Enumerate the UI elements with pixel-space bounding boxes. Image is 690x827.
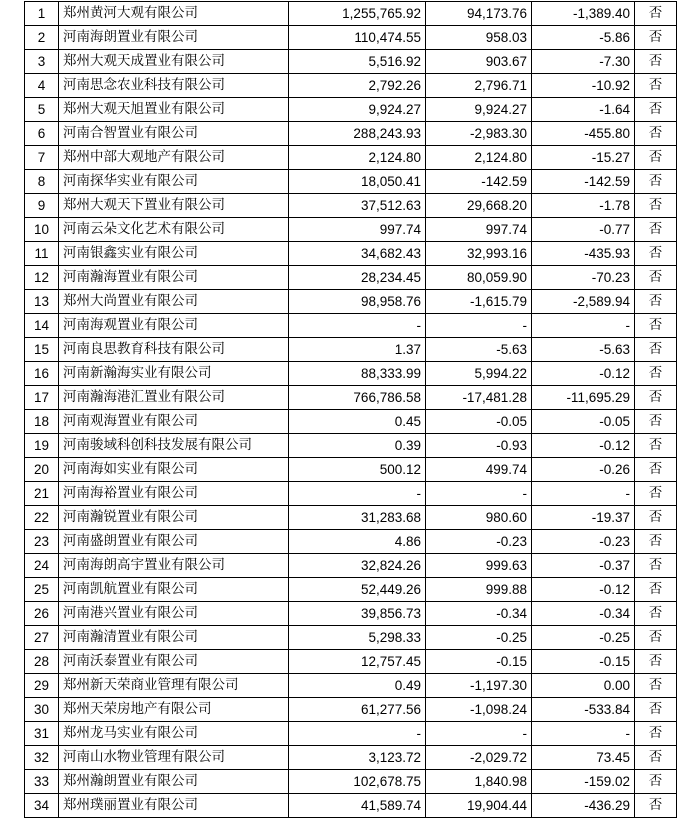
value-col-3: -10.92 bbox=[532, 74, 635, 98]
value-col-1: 18,050.41 bbox=[289, 170, 426, 194]
table-row bbox=[25, 362, 677, 386]
company-name: 河南凯航置业有限公司 bbox=[59, 578, 289, 602]
flag-cell: 否 bbox=[635, 746, 677, 770]
value-col-1: 9,924.27 bbox=[289, 98, 426, 122]
value-col-2: - bbox=[426, 314, 532, 338]
value-col-1: 32,824.26 bbox=[289, 554, 426, 578]
value-col-2: 32,993.16 bbox=[426, 242, 532, 266]
row-index: 26 bbox=[25, 602, 59, 626]
value-col-2: -0.23 bbox=[426, 530, 532, 554]
value-col-3: -5.63 bbox=[532, 338, 635, 362]
row-index: 20 bbox=[25, 458, 59, 482]
row-index: 31 bbox=[25, 722, 59, 746]
company-name: 郑州大观天下置业有限公司 bbox=[59, 194, 289, 218]
value-col-3: -15.27 bbox=[532, 146, 635, 170]
company-name: 河南合智置业有限公司 bbox=[59, 122, 289, 146]
table-body bbox=[25, 2, 677, 818]
value-col-3: - bbox=[532, 314, 635, 338]
flag-cell: 否 bbox=[635, 146, 677, 170]
flag-cell: 否 bbox=[635, 506, 677, 530]
value-col-2: 9,924.27 bbox=[426, 98, 532, 122]
value-col-3: -0.12 bbox=[532, 578, 635, 602]
value-col-2: -0.34 bbox=[426, 602, 532, 626]
flag-cell: 否 bbox=[635, 362, 677, 386]
value-col-1: 41,589.74 bbox=[289, 794, 426, 818]
flag-cell: 否 bbox=[635, 98, 677, 122]
row-index: 33 bbox=[25, 770, 59, 794]
company-name: 河南良思教育科技有限公司 bbox=[59, 338, 289, 362]
value-col-1: 288,243.93 bbox=[289, 122, 426, 146]
company-name: 河南盛朗置业有限公司 bbox=[59, 530, 289, 554]
company-name: 河南海裕置业有限公司 bbox=[59, 482, 289, 506]
value-col-2: -1,098.24 bbox=[426, 698, 532, 722]
company-name: 郑州大尚置业有限公司 bbox=[59, 290, 289, 314]
row-index: 12 bbox=[25, 266, 59, 290]
table-row bbox=[25, 170, 677, 194]
value-col-3: -435.93 bbox=[532, 242, 635, 266]
value-col-1: 12,757.45 bbox=[289, 650, 426, 674]
row-index: 17 bbox=[25, 386, 59, 410]
value-col-1: 0.49 bbox=[289, 674, 426, 698]
table-row bbox=[25, 314, 677, 338]
flag-cell: 否 bbox=[635, 554, 677, 578]
table-row bbox=[25, 410, 677, 434]
company-name: 河南观海置业有限公司 bbox=[59, 410, 289, 434]
table-row bbox=[25, 50, 677, 74]
value-col-2: 2,124.80 bbox=[426, 146, 532, 170]
row-index: 21 bbox=[25, 482, 59, 506]
flag-cell: 否 bbox=[635, 650, 677, 674]
company-name: 河南探华实业有限公司 bbox=[59, 170, 289, 194]
row-index: 18 bbox=[25, 410, 59, 434]
value-col-3: -0.37 bbox=[532, 554, 635, 578]
value-col-1: 39,856.73 bbox=[289, 602, 426, 626]
value-col-1: 2,124.80 bbox=[289, 146, 426, 170]
flag-cell: 否 bbox=[635, 458, 677, 482]
company-name: 河南瀚海置业有限公司 bbox=[59, 266, 289, 290]
row-index: 10 bbox=[25, 218, 59, 242]
value-col-3: -0.77 bbox=[532, 218, 635, 242]
value-col-3: -1.78 bbox=[532, 194, 635, 218]
company-name: 河南海朗高宇置业有限公司 bbox=[59, 554, 289, 578]
value-col-2: -0.05 bbox=[426, 410, 532, 434]
flag-cell: 否 bbox=[635, 674, 677, 698]
flag-cell: 否 bbox=[635, 698, 677, 722]
flag-cell: 否 bbox=[635, 26, 677, 50]
table-row bbox=[25, 482, 677, 506]
row-index: 29 bbox=[25, 674, 59, 698]
value-col-2: -2,983.30 bbox=[426, 122, 532, 146]
row-index: 6 bbox=[25, 122, 59, 146]
value-col-1: 1,255,765.92 bbox=[289, 2, 426, 26]
value-col-2: 499.74 bbox=[426, 458, 532, 482]
flag-cell: 否 bbox=[635, 410, 677, 434]
row-index: 30 bbox=[25, 698, 59, 722]
flag-cell: 否 bbox=[635, 602, 677, 626]
flag-cell: 否 bbox=[635, 626, 677, 650]
company-name: 郑州大观天旭置业有限公司 bbox=[59, 98, 289, 122]
flag-cell: 否 bbox=[635, 794, 677, 818]
company-name: 河南山水物业管理有限公司 bbox=[59, 746, 289, 770]
table-row bbox=[25, 602, 677, 626]
value-col-1: 31,283.68 bbox=[289, 506, 426, 530]
value-col-3: -455.80 bbox=[532, 122, 635, 146]
company-name: 郑州璞丽置业有限公司 bbox=[59, 794, 289, 818]
table-row bbox=[25, 578, 677, 602]
value-col-3: -5.86 bbox=[532, 26, 635, 50]
value-col-3: -0.12 bbox=[532, 362, 635, 386]
value-col-2: -142.59 bbox=[426, 170, 532, 194]
value-col-2: -0.15 bbox=[426, 650, 532, 674]
value-col-3: -0.05 bbox=[532, 410, 635, 434]
value-col-2: 997.74 bbox=[426, 218, 532, 242]
value-col-1: 37,512.63 bbox=[289, 194, 426, 218]
value-col-3: -436.29 bbox=[532, 794, 635, 818]
table-row bbox=[25, 626, 677, 650]
value-col-3: -1.64 bbox=[532, 98, 635, 122]
company-name: 河南瀚海港汇置业有限公司 bbox=[59, 386, 289, 410]
row-index: 8 bbox=[25, 170, 59, 194]
value-col-1: 61,277.56 bbox=[289, 698, 426, 722]
table-row bbox=[25, 242, 677, 266]
company-name: 河南云朵文化艺术有限公司 bbox=[59, 218, 289, 242]
row-index: 15 bbox=[25, 338, 59, 362]
value-col-2: -17,481.28 bbox=[426, 386, 532, 410]
value-col-1: 5,298.33 bbox=[289, 626, 426, 650]
value-col-1: 34,682.43 bbox=[289, 242, 426, 266]
table-row bbox=[25, 650, 677, 674]
value-col-3: -0.12 bbox=[532, 434, 635, 458]
value-col-1: 1.37 bbox=[289, 338, 426, 362]
value-col-1: 4.86 bbox=[289, 530, 426, 554]
row-index: 28 bbox=[25, 650, 59, 674]
value-col-1: 5,516.92 bbox=[289, 50, 426, 74]
company-name: 河南骏域科创科技发展有限公司 bbox=[59, 434, 289, 458]
company-name: 河南沃泰置业有限公司 bbox=[59, 650, 289, 674]
row-index: 7 bbox=[25, 146, 59, 170]
flag-cell: 否 bbox=[635, 2, 677, 26]
row-index: 22 bbox=[25, 506, 59, 530]
value-col-2: -0.25 bbox=[426, 626, 532, 650]
table-row bbox=[25, 794, 677, 818]
value-col-1: 3,123.72 bbox=[289, 746, 426, 770]
company-name: 郑州龙马实业有限公司 bbox=[59, 722, 289, 746]
value-col-1: 88,333.99 bbox=[289, 362, 426, 386]
value-col-2: 980.60 bbox=[426, 506, 532, 530]
table-row bbox=[25, 338, 677, 362]
table-row bbox=[25, 218, 677, 242]
row-index: 34 bbox=[25, 794, 59, 818]
value-col-3: - bbox=[532, 482, 635, 506]
value-col-2: -1,197.30 bbox=[426, 674, 532, 698]
table-row bbox=[25, 674, 677, 698]
value-col-2: -2,029.72 bbox=[426, 746, 532, 770]
value-col-3: -0.26 bbox=[532, 458, 635, 482]
flag-cell: 否 bbox=[635, 242, 677, 266]
value-col-3: -142.59 bbox=[532, 170, 635, 194]
flag-cell: 否 bbox=[635, 530, 677, 554]
table-row bbox=[25, 506, 677, 530]
value-col-2: -1,615.79 bbox=[426, 290, 532, 314]
value-col-2: 94,173.76 bbox=[426, 2, 532, 26]
value-col-1: - bbox=[289, 722, 426, 746]
table-row bbox=[25, 746, 677, 770]
flag-cell: 否 bbox=[635, 722, 677, 746]
company-name: 郑州黄河大观有限公司 bbox=[59, 2, 289, 26]
value-col-1: 98,958.76 bbox=[289, 290, 426, 314]
flag-cell: 否 bbox=[635, 194, 677, 218]
value-col-1: 52,449.26 bbox=[289, 578, 426, 602]
company-name: 郑州新天荣商业管理有限公司 bbox=[59, 674, 289, 698]
table-row bbox=[25, 386, 677, 410]
table-row bbox=[25, 2, 677, 26]
company-name: 河南新瀚海实业有限公司 bbox=[59, 362, 289, 386]
row-index: 3 bbox=[25, 50, 59, 74]
value-col-1: 28,234.45 bbox=[289, 266, 426, 290]
table-row bbox=[25, 194, 677, 218]
flag-cell: 否 bbox=[635, 578, 677, 602]
company-name: 河南海如实业有限公司 bbox=[59, 458, 289, 482]
table-row bbox=[25, 698, 677, 722]
value-col-2: 1,840.98 bbox=[426, 770, 532, 794]
value-col-1: 0.45 bbox=[289, 410, 426, 434]
table-row bbox=[25, 146, 677, 170]
table-row bbox=[25, 26, 677, 50]
value-col-2: - bbox=[426, 482, 532, 506]
row-index: 4 bbox=[25, 74, 59, 98]
value-col-3: 0.00 bbox=[532, 674, 635, 698]
company-name: 河南思念农业科技有限公司 bbox=[59, 74, 289, 98]
company-name: 郑州天荣房地产有限公司 bbox=[59, 698, 289, 722]
value-col-1: 110,474.55 bbox=[289, 26, 426, 50]
table-row bbox=[25, 530, 677, 554]
value-col-3: -0.25 bbox=[532, 626, 635, 650]
value-col-3: -70.23 bbox=[532, 266, 635, 290]
subsidiary-table bbox=[24, 1, 677, 818]
company-name: 河南海朗置业有限公司 bbox=[59, 26, 289, 50]
table-row bbox=[25, 266, 677, 290]
row-index: 32 bbox=[25, 746, 59, 770]
value-col-2: -0.93 bbox=[426, 434, 532, 458]
value-col-3: -1,389.40 bbox=[532, 2, 635, 26]
flag-cell: 否 bbox=[635, 290, 677, 314]
flag-cell: 否 bbox=[635, 50, 677, 74]
row-index: 9 bbox=[25, 194, 59, 218]
table-row bbox=[25, 770, 677, 794]
value-col-3: -2,589.94 bbox=[532, 290, 635, 314]
table-row bbox=[25, 434, 677, 458]
row-index: 25 bbox=[25, 578, 59, 602]
value-col-3: -0.23 bbox=[532, 530, 635, 554]
value-col-2: -5.63 bbox=[426, 338, 532, 362]
flag-cell: 否 bbox=[635, 170, 677, 194]
value-col-3: -7.30 bbox=[532, 50, 635, 74]
flag-cell: 否 bbox=[635, 266, 677, 290]
value-col-3: - bbox=[532, 722, 635, 746]
value-col-1: 2,792.26 bbox=[289, 74, 426, 98]
value-col-3: -533.84 bbox=[532, 698, 635, 722]
flag-cell: 否 bbox=[635, 434, 677, 458]
row-index: 5 bbox=[25, 98, 59, 122]
flag-cell: 否 bbox=[635, 74, 677, 98]
value-col-2: 2,796.71 bbox=[426, 74, 532, 98]
value-col-2: 29,668.20 bbox=[426, 194, 532, 218]
value-col-1: 766,786.58 bbox=[289, 386, 426, 410]
value-col-1: 102,678.75 bbox=[289, 770, 426, 794]
table-row bbox=[25, 554, 677, 578]
value-col-2: 999.63 bbox=[426, 554, 532, 578]
row-index: 24 bbox=[25, 554, 59, 578]
value-col-1: 997.74 bbox=[289, 218, 426, 242]
company-name: 郑州瀚朗置业有限公司 bbox=[59, 770, 289, 794]
table-row bbox=[25, 74, 677, 98]
flag-cell: 否 bbox=[635, 122, 677, 146]
row-index: 19 bbox=[25, 434, 59, 458]
value-col-2: 80,059.90 bbox=[426, 266, 532, 290]
table-row bbox=[25, 122, 677, 146]
value-col-2: 999.88 bbox=[426, 578, 532, 602]
value-col-3: -0.34 bbox=[532, 602, 635, 626]
company-name: 河南瀚锐置业有限公司 bbox=[59, 506, 289, 530]
flag-cell: 否 bbox=[635, 314, 677, 338]
value-col-2: 19,904.44 bbox=[426, 794, 532, 818]
company-name: 河南港兴置业有限公司 bbox=[59, 602, 289, 626]
row-index: 16 bbox=[25, 362, 59, 386]
row-index: 27 bbox=[25, 626, 59, 650]
row-index: 2 bbox=[25, 26, 59, 50]
value-col-3: -0.15 bbox=[532, 650, 635, 674]
company-name: 郑州中部大观地产有限公司 bbox=[59, 146, 289, 170]
value-col-1: - bbox=[289, 314, 426, 338]
flag-cell: 否 bbox=[635, 338, 677, 362]
row-index: 1 bbox=[25, 2, 59, 26]
value-col-1: 0.39 bbox=[289, 434, 426, 458]
row-index: 11 bbox=[25, 242, 59, 266]
value-col-2: 5,994.22 bbox=[426, 362, 532, 386]
value-col-3: -11,695.29 bbox=[532, 386, 635, 410]
company-name: 河南瀚清置业有限公司 bbox=[59, 626, 289, 650]
value-col-3: -159.02 bbox=[532, 770, 635, 794]
flag-cell: 否 bbox=[635, 218, 677, 242]
row-index: 13 bbox=[25, 290, 59, 314]
value-col-3: -19.37 bbox=[532, 506, 635, 530]
value-col-1: - bbox=[289, 482, 426, 506]
flag-cell: 否 bbox=[635, 770, 677, 794]
company-name: 郑州大观天成置业有限公司 bbox=[59, 50, 289, 74]
flag-cell: 否 bbox=[635, 482, 677, 506]
table-row bbox=[25, 458, 677, 482]
company-name: 河南海观置业有限公司 bbox=[59, 314, 289, 338]
row-index: 23 bbox=[25, 530, 59, 554]
value-col-2: 958.03 bbox=[426, 26, 532, 50]
value-col-2: 903.67 bbox=[426, 50, 532, 74]
table-row bbox=[25, 98, 677, 122]
table-row bbox=[25, 722, 677, 746]
value-col-1: 500.12 bbox=[289, 458, 426, 482]
flag-cell: 否 bbox=[635, 386, 677, 410]
company-name: 河南银鑫实业有限公司 bbox=[59, 242, 289, 266]
table-row bbox=[25, 290, 677, 314]
value-col-2: - bbox=[426, 722, 532, 746]
row-index: 14 bbox=[25, 314, 59, 338]
value-col-3: 73.45 bbox=[532, 746, 635, 770]
